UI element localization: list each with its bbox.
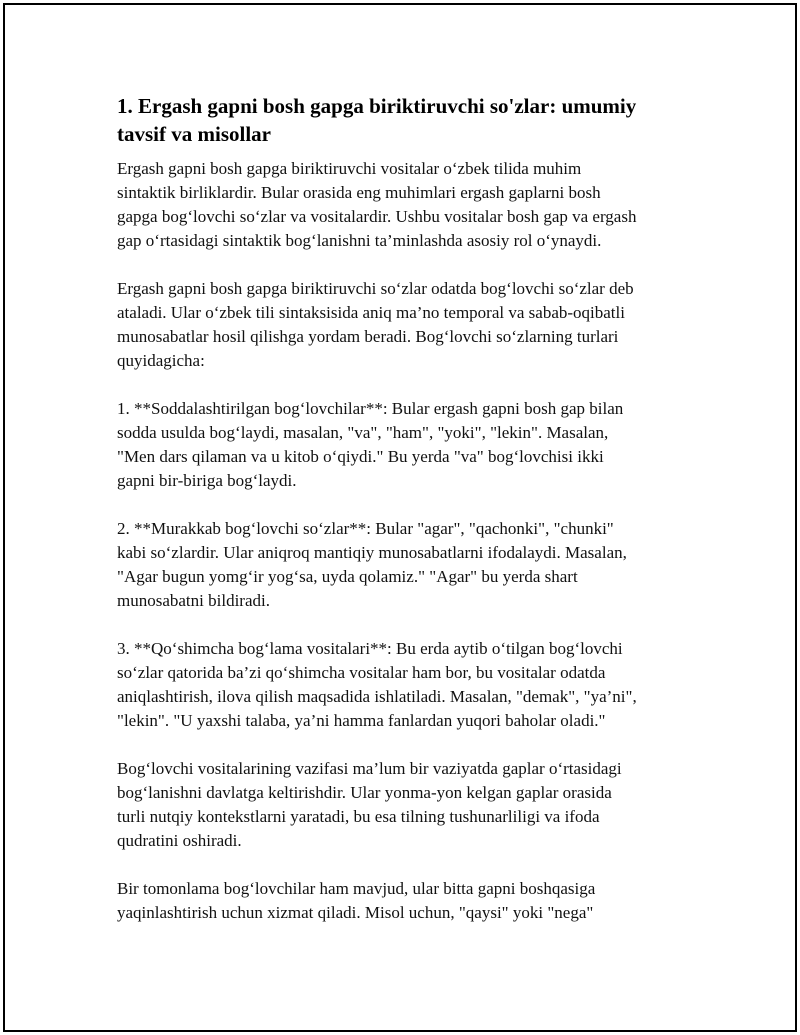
text-line: Bir tomonlama bog‘lovchilar ham mavjud, ular bitta gapni boshqasiga [117,879,596,898]
text-line: "Agar bugun yomg‘ir yog‘sa, uyda qolamiz." "Agar" bu yerda shart [117,567,578,586]
text-line: "lekin". "U yaxshi talaba, ya’ni hamma fanlardan yuqori baholar oladi." [117,711,606,730]
text-line: ataladi. Ular o‘zbek tili sintaksisida aniq ma’no temporal va sabab-oqibatli [117,303,625,322]
text-line: quyidagicha: [117,351,205,370]
text-line: Ergash gapni bosh gapga biriktiruvchi vositalar o‘zbek tilida muhim [117,159,582,178]
paragraph-list-item-3 [117,637,692,733]
paragraph-intro [117,157,692,253]
text-line: bog‘lanishni davlatga keltirishdir. Ular yonma-yon kelgan gaplar orasida [117,783,612,802]
text-line: so‘zlar qatorida ba’zi qo‘shimcha vositalar ham bor, bu vositalar odatda [117,663,606,682]
paragraph-one-sided [117,877,692,925]
paragraph-list-item-1 [117,397,692,493]
text-line: qudratini oshiradi. [117,831,242,850]
paragraph-types-intro [117,277,692,373]
heading-line: 1. Ergash gapni bosh gapga biriktiruvchi so'zlar: umumiy [117,94,637,118]
text-line: munosabatlar hosil qilishga yordam beradi. Bog‘lovchi so‘zlarning turlari [117,327,619,346]
text-line: 3. **Qo‘shimcha bog‘lama vositalari**: Bu erda aytib o‘tilgan bog‘lovchi [117,639,623,658]
text-line: sodda usulda bog‘laydi, masalan, "va", "ham", "yoki", "lekin". Masalan, [117,423,609,442]
heading-line: tavsif va misollar [117,122,271,146]
text-line: 1. **Soddalashtirilgan bog‘lovchilar**: Bular ergash gapni bosh gap bilan [117,399,624,418]
text-line: munosabatni bildiradi. [117,591,270,610]
text-line: gapga bog‘lovchi so‘zlar va vositalardir. Ushbu vositalar bosh gap va ergash [117,207,637,226]
document-body [117,92,692,949]
text-line: gap o‘rtasidagi sintaktik bog‘lanishni ta’minlashda asosiy rol o‘ynaydi. [117,231,602,250]
paragraph-function [117,757,692,853]
text-line: yaqinlashtirish uchun xizmat qiladi. Misol uchun, "qaysi" yoki "nega" [117,903,594,922]
text-line: gapni bir-biriga bog‘laydi. [117,471,297,490]
text-line: Ergash gapni bosh gapga biriktiruvchi so‘zlar odatda bog‘lovchi so‘zlar deb [117,279,634,298]
text-line: Bog‘lovchi vositalarining vazifasi ma’lum bir vaziyatda gaplar o‘rtasidagi [117,759,622,778]
paragraph-list-item-2 [117,517,692,613]
text-line: aniqlashtirish, ilova qilish maqsadida ishlatiladi. Masalan, "demak", "ya’ni", [117,687,637,706]
text-line: 2. **Murakkab bog‘lovchi so‘zlar**: Bular "agar", "qachonki", "chunki" [117,519,614,538]
text-line: kabi so‘zlardir. Ular aniqroq mantiqiy munosabatlarni ifodalaydi. Masalan, [117,543,627,562]
text-line: "Men dars qilaman va u kitob o‘qiydi." Bu yerda "va" bog‘lovchisi ikki [117,447,604,466]
section-heading [117,92,692,148]
text-line: sintaktik birliklardir. Bular orasida eng muhimlari ergash gaplarni bosh [117,183,601,202]
text-line: turli nutqiy kontekstlarni yaratadi, bu esa tilning tushunarliligi va ifoda [117,807,600,826]
